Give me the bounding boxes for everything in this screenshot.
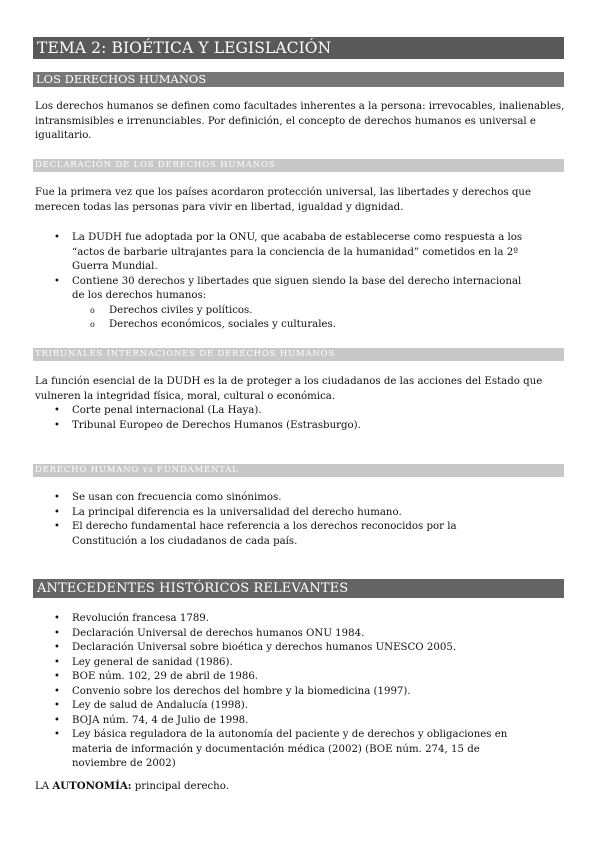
- bullet-icon: •: [54, 685, 60, 697]
- circle-bullet-icon: o: [90, 305, 95, 315]
- list-item: • Contiene 30 derechos y libertades que siguen siendo la base del derecho internacional de los derechos humanos: o Derechos civiles y políticos. o Derechos económicos, sociales y culturales.: [35, 275, 535, 333]
- bullet-list-declaracion: [35, 231, 535, 333]
- list-item: • Ley de salud de Andalucía (1998).: [35, 699, 535, 714]
- page-title: TEMA 2: BIOÉTICA Y LEGISLACIÓN: [33, 37, 564, 59]
- list-item: • Declaración Universal de derechos humanos ONU 1984.: [35, 627, 535, 642]
- list-item: • El derecho fundamental hace referencia a los derechos reconocidos por la Constitución a los ciudadanos de cada país.: [54, 521, 457, 547]
- bullet-icon: •: [54, 671, 60, 682]
- list-item: • Tribunal Europeo de Derechos Humanos (Estrasburgo).: [35, 419, 515, 434]
- bullet-icon: •: [54, 729, 60, 740]
- bullet-icon: •: [54, 627, 60, 639]
- list-item: • La DUDH fue adoptada por la ONU, que acababa de establecerse como respuesta a los “actos de barbarie ultrajantes para la conciencia de la humanidad” cometidos en la 2º Guerra Mundial.: [54, 232, 523, 272]
- bullet-icon: •: [54, 700, 60, 711]
- list-item: • Corte penal internacional (La Haya).: [35, 404, 515, 419]
- bullet-icon: •: [54, 232, 60, 243]
- bullet-list-fundamental: [35, 491, 515, 549]
- bullet-icon: •: [54, 521, 60, 532]
- subsection-heading-fundamental: DERECHO HUMANO vs FUNDAMENTAL: [33, 464, 564, 477]
- bullet-list-tribunales: [35, 404, 515, 433]
- bullet-icon: •: [54, 714, 60, 726]
- bullet-icon: •: [54, 642, 60, 653]
- list-item: • Ley general de sanidad (1986).: [35, 656, 535, 671]
- paragraph-definicion: Los derechos humanos se definen como facultades inherentes a la persona: irrevocables, inalienables, intransmisibles e irrenunciables. Por definición, el concepto de derechos humanos es universal e igualitario.: [35, 101, 565, 141]
- bullet-icon: •: [54, 656, 60, 668]
- subsection-heading-tribunales: TRIBUNALES INTERNACIONES DE DERECHOS HUMANOS: [33, 348, 564, 361]
- paragraph-tribunales: La función esencial de la DUDH es la de proteger a los ciudadanos de las acciones del Estado que vulneren la integridad física, moral, cultural o económica.: [35, 376, 543, 402]
- sub-list-item: o Derechos económicos, sociales y culturales.: [72, 318, 535, 333]
- list-item: • Convenio sobre los derechos del hombre y la biomedicina (1997).: [35, 685, 535, 700]
- list-item: • BOJA núm. 74, 4 de Julio de 1998.: [35, 714, 535, 729]
- bullet-icon: •: [54, 405, 60, 416]
- bullet-icon: •: [54, 492, 60, 503]
- circle-bullet-icon: o: [90, 320, 95, 329]
- section-heading-derechos-humanos: LOS DERECHOS HUMANOS: [33, 72, 564, 87]
- autonomia-label: AUTONOMÍA:: [52, 780, 132, 792]
- sub-bullet-list: [72, 304, 535, 333]
- list-item: • Se usan con frecuencia como sinónimos.: [35, 491, 515, 506]
- paragraph-declaracion: Fue la primera vez que los países acordaron protección universal, las libertades y derechos que merecen todas las personas para vivir en libertad, igualdad y dignidad.: [35, 187, 532, 213]
- bullet-icon: •: [54, 506, 60, 518]
- list-item: • Revolución francesa 1789.: [35, 612, 535, 627]
- bullet-icon: •: [54, 419, 60, 431]
- bullet-icon: •: [54, 275, 60, 287]
- subsection-heading-declaracion: DECLARACIÓN DE LOS DERECHOS HUMANOS: [33, 159, 564, 172]
- closing-line: LA AUTONOMÍA: principal derecho.: [35, 780, 229, 792]
- bullet-list-antecedentes: [35, 612, 535, 772]
- list-item: • La principal diferencia es la universalidad del derecho humano.: [35, 506, 515, 521]
- sub-list-item: o Derechos civiles y políticos.: [72, 304, 535, 319]
- bullet-icon: •: [54, 613, 60, 624]
- list-item: • Ley básica reguladora de la autonomía del paciente y de derechos y obligaciones en materia de información y documentación médica (2002) (BOE núm. 274, 15 de noviembre de 2002): [54, 729, 508, 769]
- list-item: • Declaración Universal sobre bioética y derechos humanos UNESCO 2005.: [35, 641, 535, 656]
- list-item: • BOE núm. 102, 29 de abril de 1986.: [35, 670, 535, 685]
- section-heading-antecedentes: ANTECEDENTES HISTÓRICOS RELEVANTES: [33, 579, 564, 598]
